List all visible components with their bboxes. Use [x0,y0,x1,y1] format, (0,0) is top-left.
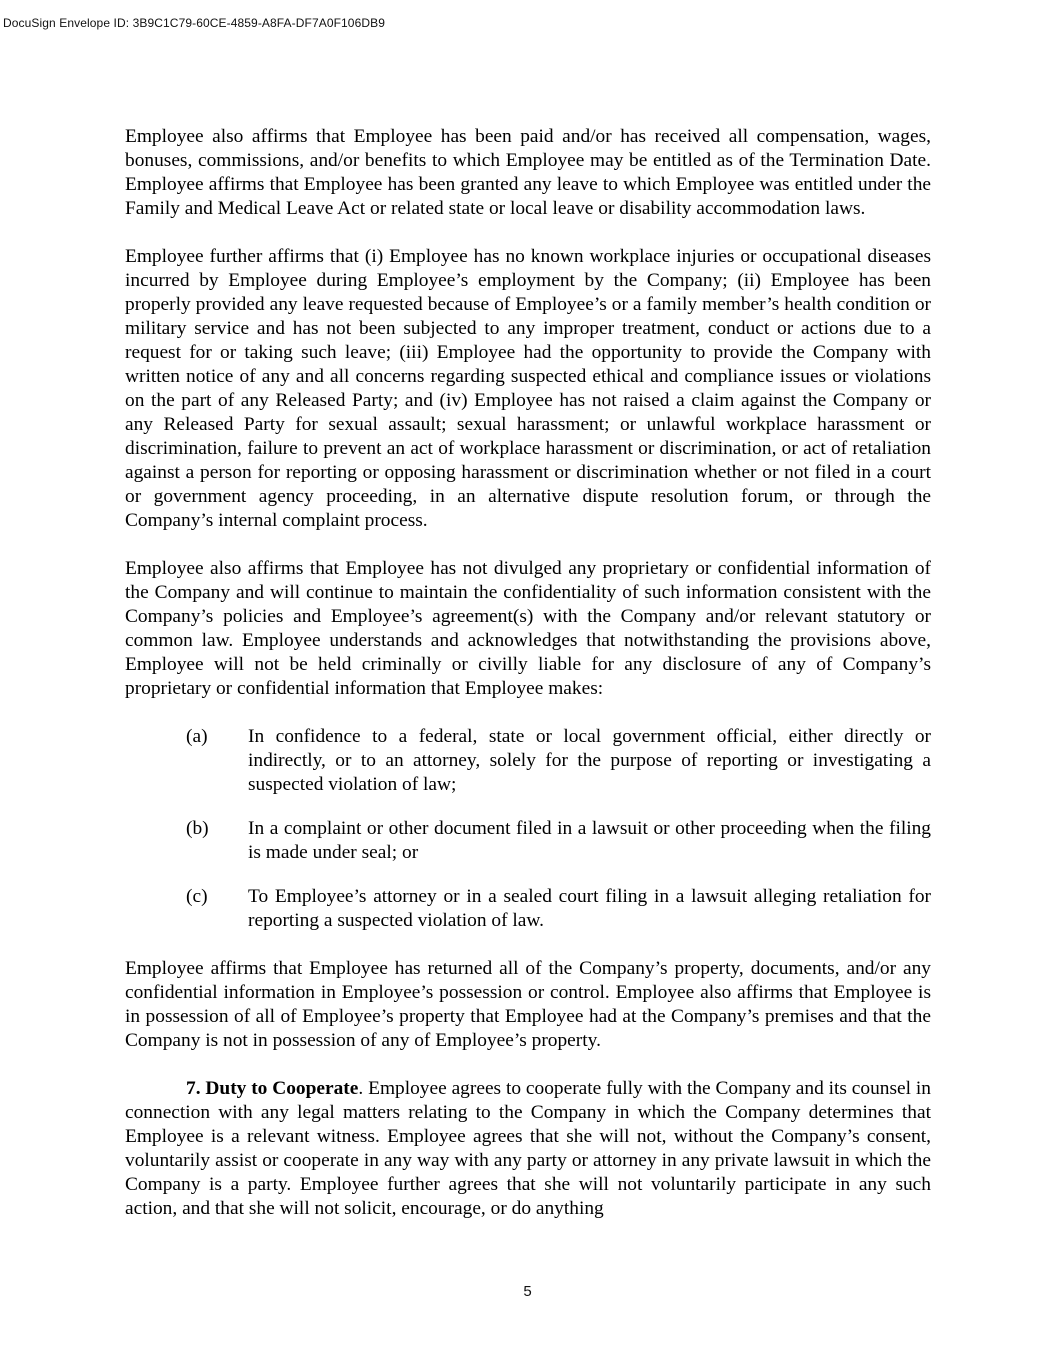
document-body [125,125,931,1221]
list-item-b [125,817,931,865]
section-7-paragraph [125,1077,931,1221]
list-marker: (b) [186,818,209,839]
section-7-body: . Employee agrees to cooperate fully with the Company and its counsel in connection with any legal matters relating to the Company in which the Company determines that Employee is a relevant witness. Employee agrees that she will not, without the Company’s consent, voluntarily assist or cooperate in any way with any party or attorney in any private lawsuit in which the Company is a party. Employee further agrees that she will not voluntarily participate in any such action, and that she will not solicit, encourage, or do anything [125,1078,931,1219]
list-text: To Employee’s attorney or in a sealed court filing in a lawsuit alleging retaliation for reporting a suspected violation of law. [248,886,931,931]
list-item-c [125,885,931,933]
confidentiality-paragraph: Employee also affirms that Employee has not divulged any proprietary or confidential information of the Company and will continue to maintain the confidentiality of such information consistent with the Company’s policies and Employee’s agreement(s) with the Company and/or relevant statutory or common law. Employee understands and acknowledges that notwithstanding the provisions above, Employee will not be held criminally or civilly liable for any disclosure of any of Company’s proprietary or confidential information that Employee makes: [125,558,931,699]
list-marker: (a) [186,726,208,747]
page-number: 5 [523,1283,532,1300]
list-marker: (c) [186,886,208,907]
list-text: In a complaint or other document filed in a lawsuit or other proceeding when the filing is made under seal; or [248,818,931,863]
section-7-title: 7. Duty to Cooperate [186,1078,359,1099]
list-text: In confidence to a federal, state or local government official, either directly or indirectly, or to an attorney, solely for the purpose of reporting or investigating a suspected violation of law; [248,726,931,795]
list-item-a [125,725,931,797]
property-paragraph: Employee affirms that Employee has returned all of the Company’s property, documents, and/or any confidential information in Employee’s possession or control. Employee also affirms that Employee is in possession of all of Employee’s property that Employee had at the Company’s premises and that the Company is not in possession of any of Employee’s property. [125,958,931,1051]
affirmations-paragraph: Employee further affirms that (i) Employee has no known workplace injuries or occupational diseases incurred by Employee during Employee’s employment by the Company; (ii) Employee has been properly provided any leave requested because of Employee’s or a family member’s health condition or military service and has not been subjected to any improper treatment, conduct or actions due to a request for or taking such leave; (iii) Employee had the opportunity to provide the Company with written notice of any and all concerns regarding suspected ethical and compliance issues or violations on the part of any Released Party; and (iv) Employee has not raised a claim against the Company or any Released Party for sexual assault; sexual harassment; or unlawful workplace harassment or discrimination, failure to prevent an act of workplace harassment or discrimination, or act of retaliation against a person for reporting or opposing harassment or discrimination whether or not filed in a court or government agency proceeding, in an alternative dispute resolution forum, or through the Company’s internal complaint process. [125,246,931,531]
compensation-paragraph: Employee also affirms that Employee has been paid and/or has received all compensation, wages, bonuses, commissions, and/or benefits to which Employee may be entitled as of the Termination Date. Employee affirms that Employee has been granted any leave to which Employee was entitled under the Family and Medical Leave Act or related state or local leave or disability accommodation laws. [125,126,931,219]
docusign-envelope-id: DocuSign Envelope ID: 3B9C1C79-60CE-4859-A8FA-DF7A0F106DB9 [3,16,386,30]
